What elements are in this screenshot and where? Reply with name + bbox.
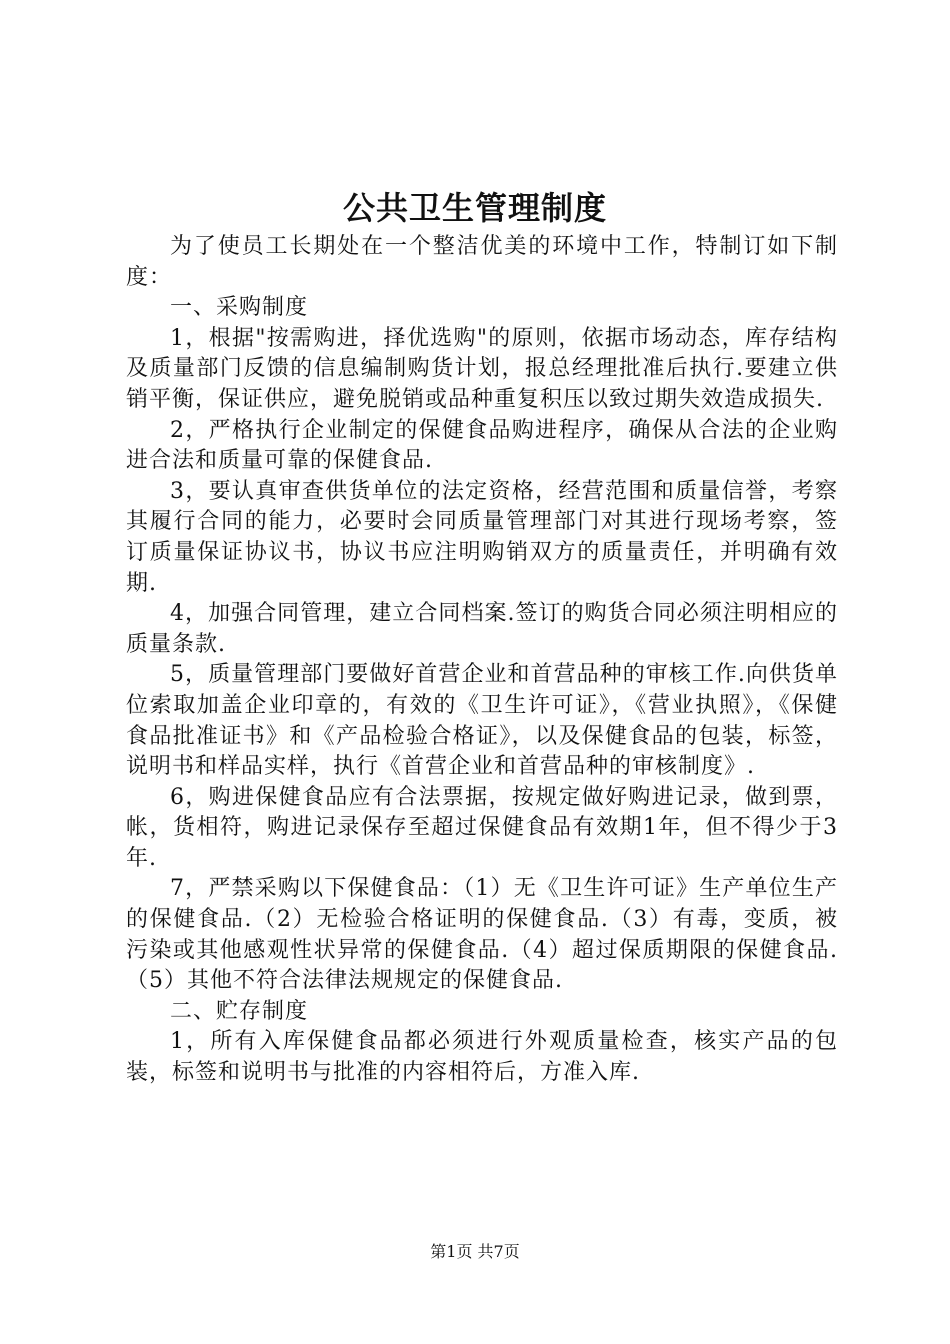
page-footer: 第1页 共7页: [430, 1242, 520, 1261]
document-body: [126, 232, 838, 1089]
paragraph-storage-1: 1，所有入库保健食品都必须进行外观质量检查，核实产品的包装，标签和说明书与批准的内容相符后，方准入库.: [126, 1029, 838, 1086]
paragraph-intro: 为了使员工长期处在一个整洁优美的环境中工作，特制订如下制度：: [126, 234, 838, 290]
paragraph-purchasing-7: 7，严禁采购以下保健食品：（1）无《卫生许可证》生产单位生产的保健食品.（2）无检验合格证明的保健食品.（3）有毒，变质，被污染或其他感观性状异常的保健食品.（4）超过保质期限的保健食品.（5）其他不符合法律法规规定的保健食品.: [126, 876, 838, 994]
section-heading-purchasing: 一、采购制度: [170, 295, 309, 321]
paragraph-purchasing-3: 3，要认真审查供货单位的法定资格，经营范围和质量信誉，考察其履行合同的能力，必要时会同质量管理部门对其进行现场考察，签订质量保证协议书，协议书应注明购销双方的质量责任，并明确有效期.: [126, 478, 838, 596]
paragraph-purchasing-5: 5，质量管理部门要做好首营企业和首营品种的审核工作.向供货单位索取加盖企业印章的，有效的《卫生许可证》，《营业执照》，《保健食品批准证书》和《产品检验合格证》，以及保健食品的包装，标签，说明书和样品实样，执行《首营企业和首营品种的审核制度》.: [126, 662, 838, 780]
paragraph-purchasing-1: 1，根据"按需购进，择优选购"的原则，依据市场动态，库存结构及质量部门反馈的信息编制购货计划，报总经理批准后执行.要建立供销平衡，保证供应，避免脱销或品种重复积压以致过期失效造成损失.: [126, 325, 838, 412]
paragraph-purchasing-2: 2，严格执行企业制定的保健食品购进程序，确保从合法的企业购进合法和质量可靠的保健食品.: [126, 417, 838, 474]
document-title: 公共卫生管理制度: [342, 189, 607, 227]
paragraph-purchasing-4: 4，加强合同管理，建立合同档案.签订的购货合同必须注明相应的质量条款.: [126, 601, 838, 657]
section-heading-storage: 二、贮存制度: [170, 998, 309, 1024]
paragraph-purchasing-6: 6，购进保健食品应有合法票据，按规定做好购进记录，做到票，帐，货相符，购进记录保存至超过保健食品有效期1年，但不得少于3年.: [126, 784, 838, 871]
